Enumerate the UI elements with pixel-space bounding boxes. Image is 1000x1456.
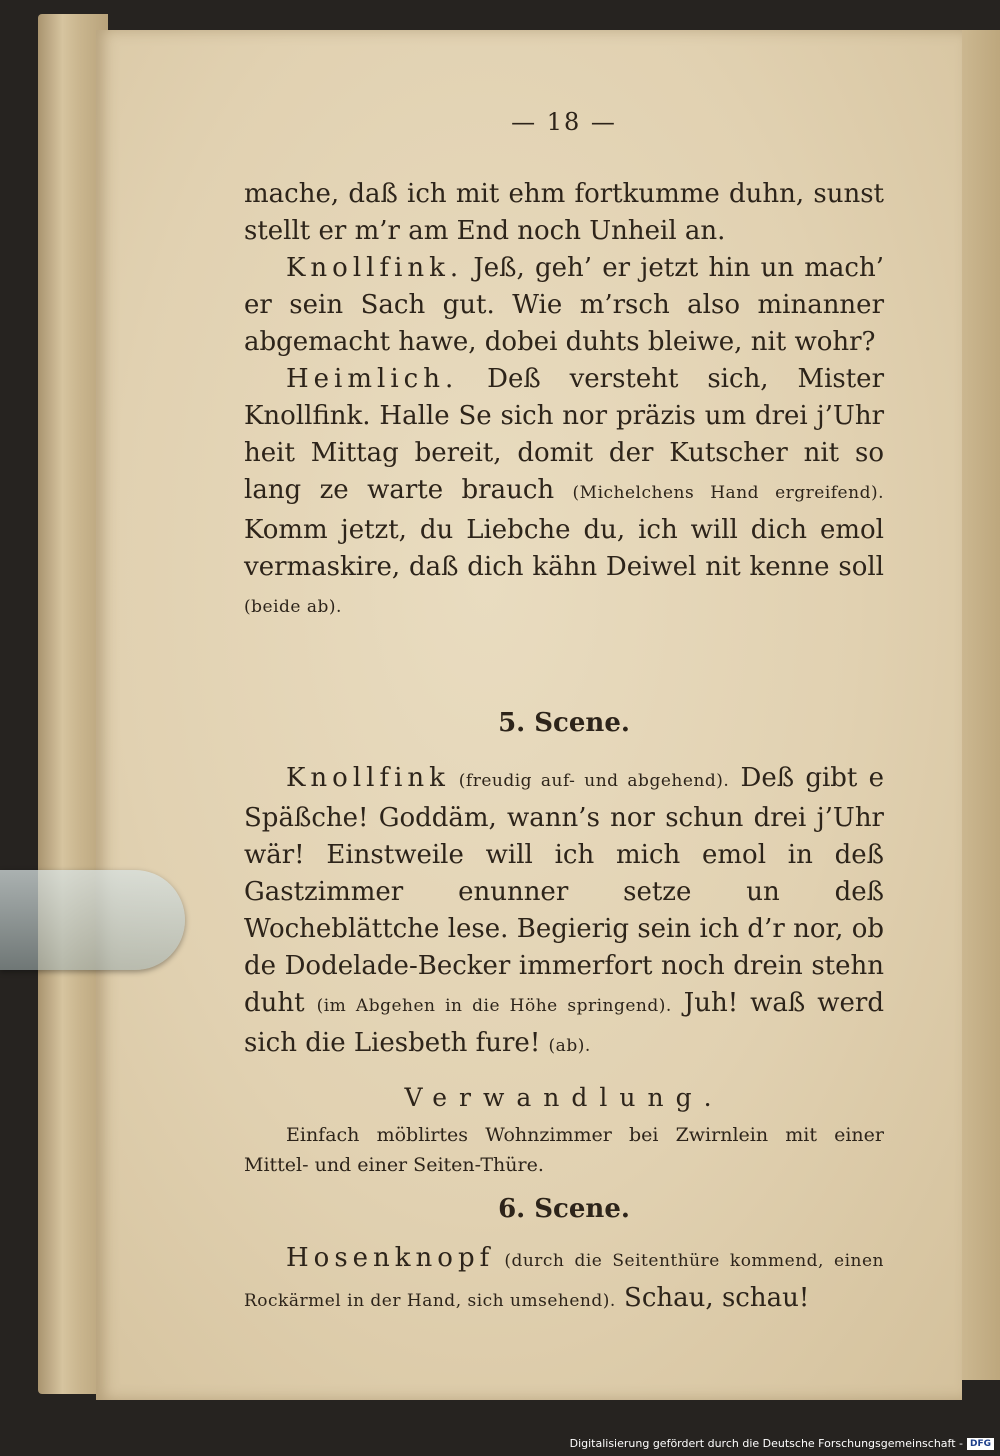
digitization-credit [570,1437,994,1450]
stage-direction: (Michelchens Hand ergreifend). [572,483,884,503]
page-stack-right [958,30,1000,1380]
dialogue-text: Schau, schau! [615,1283,810,1313]
credit-text: Digitalisierung gefördert durch die Deutsche Forschungsgemeinschaft - [569,1437,963,1450]
dialogue-text: Jeß, geh’ er jetzt hin un mach’ er sein Sach gut. Wie m’rsch also minanner abgemacht hawe, dobei duhts bleiwe, nit wohr? [244,253,884,357]
paragraph [244,760,884,1065]
stage-direction: (durch die Seitenthüre kommend, einen Rockärmel in der Hand, sich umsehend). [244,1251,884,1311]
stage-direction: (ab). [548,1036,591,1056]
dialogue-text: Deß versteht sich, Mister Knollfink. Halle Se sich nor präzis um drei j’Uhr heit Mittag bereit, domit der Kutscher nit so lang ze warte brauch [244,364,884,505]
speaker-name: Heimlich. [286,364,459,394]
dialogue-text: Deß gibt e Späßche! Goddäm, wann’s nor schun drei j’Uhr wär! Einstweile will ich mich emol in deß Gastzimmer enunner setze un deß Wocheblättche lese. Begierig sein ich d’r nor, ob de Dodelade-Becker immerfort noch drein stehn duht [244,763,884,1018]
transformation-title: Verwandlung. [404,1083,724,1112]
scene-heading: 6. Scene. [498,1194,630,1224]
stage-direction: (freudig auf- und abgehend). [449,771,730,791]
scene-heading: 5. Scene. [498,708,630,738]
dialogue-text: Komm jetzt, du Liebche du, ich will dich emol vermaskire, daß dich kähn Deiwel nit kenne soll [244,515,884,582]
dfg-logo: DFG [967,1438,994,1450]
stage-direction: (beide ab). [244,597,342,617]
paragraph [244,250,884,361]
stage-direction: (im Abgehen in die Höhe springend). [316,996,672,1016]
speaker-name: Hosenknopf [286,1243,495,1273]
paragraph [244,176,884,250]
dialogue-text: Juh! waß werd sich die Liesbeth fure! [244,988,884,1058]
paragraph [244,361,884,626]
paragraph [244,1240,884,1320]
speaker-name: Knollfink. [286,253,464,283]
page-text [244,108,884,1320]
speaker-name: Knollfink [286,763,450,793]
dialogue-text: mache, daß ich mit ehm fortkumme duhn, sunst stellt er m’r am End noch Unheil an. [244,179,884,246]
page-holder-clip [0,870,185,970]
page-number: — 18 — [511,108,617,136]
transformation-description: Einfach möblirtes Wohnzimmer bei Zwirnlein mit einer Mittel- und einer Seiten-Thüre. [244,1124,884,1176]
